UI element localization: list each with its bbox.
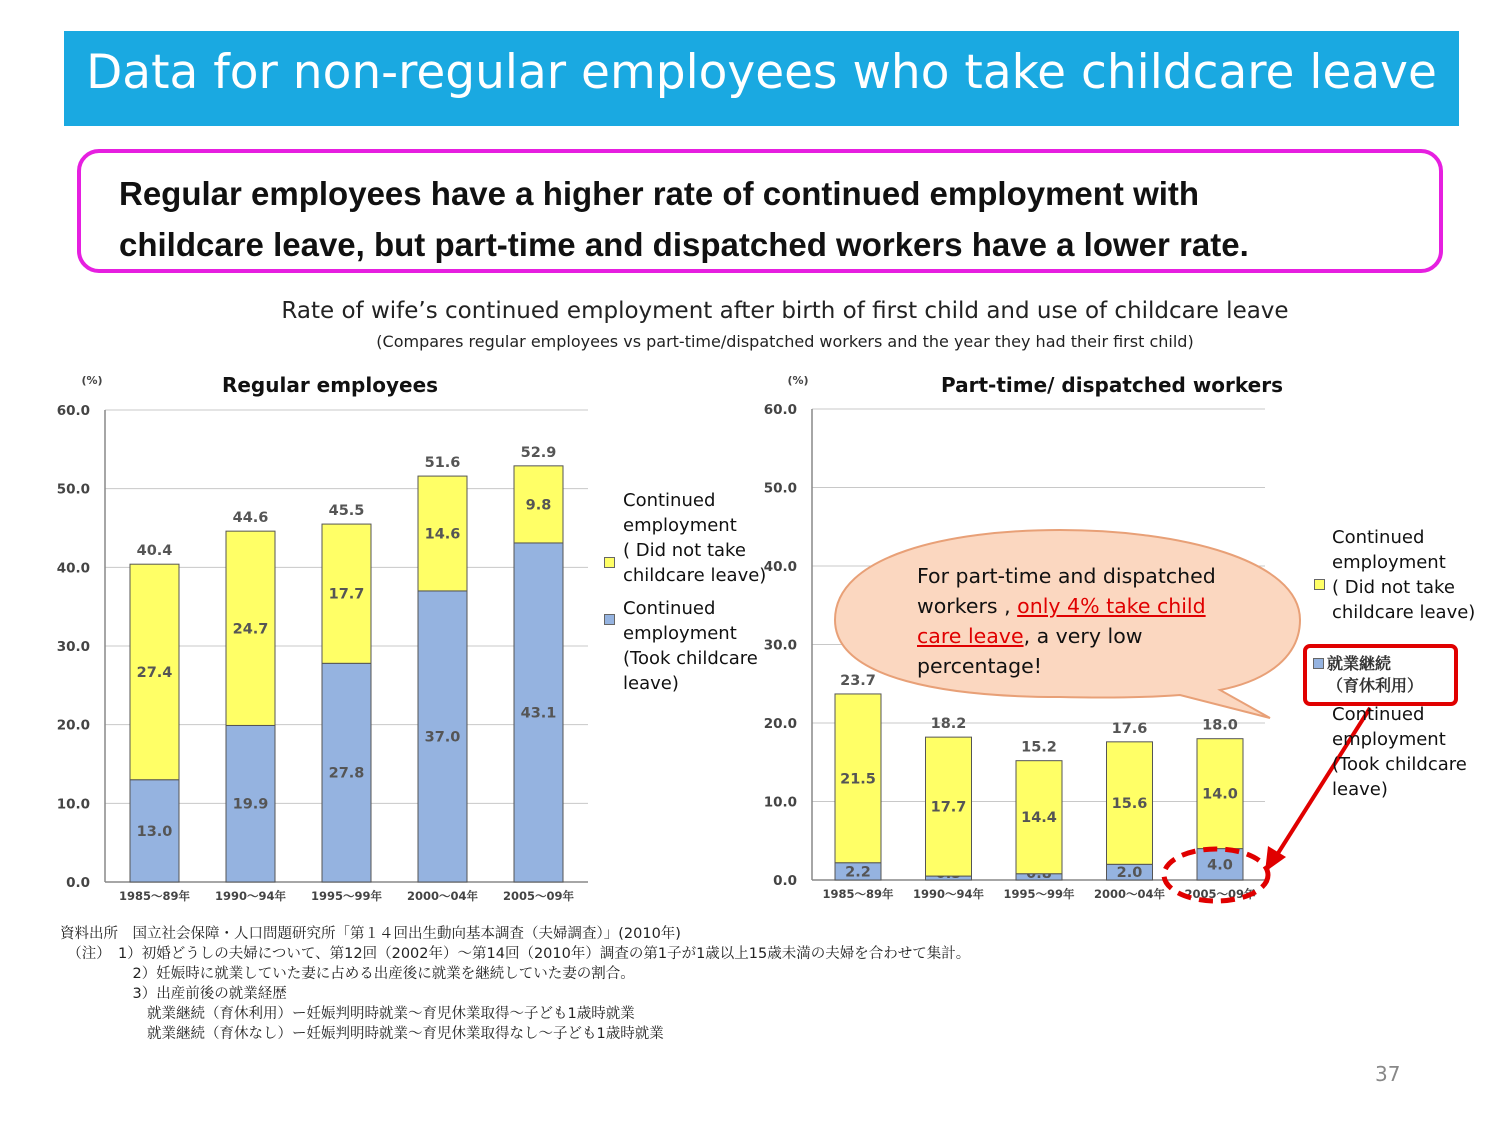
legend-line: childcare leave)	[1332, 602, 1476, 623]
legend-line: (Took childcare	[623, 648, 758, 669]
bar-value-label: 24.7	[232, 621, 269, 638]
legend-swatch-took-right	[1313, 658, 1324, 669]
x-tick-label: 1995～99年	[310, 889, 383, 903]
y-tick-label: 40.0	[763, 559, 797, 575]
chart-panel-title: Regular employees	[221, 373, 439, 397]
y-tick-label: 20.0	[56, 717, 90, 734]
y-tick-label: 40.0	[56, 560, 90, 577]
legend-line: (Took childcare	[1332, 754, 1467, 775]
bar-total-label: 18.2	[930, 716, 967, 733]
bar-value-label: 14.0	[1202, 786, 1238, 803]
bar-value-label: 14.6	[424, 526, 461, 543]
y-unit-label: (%)	[787, 374, 809, 387]
key-message-line-1: Regular employees have a higher rate of continued employment with	[119, 175, 1200, 212]
speech-text-highlight: only 4% take child care leave	[917, 594, 1206, 648]
x-tick-label: 2000～04年	[406, 889, 479, 903]
legend-line: ( Did not take	[623, 540, 746, 561]
key-message-line-2: childcare leave, but part-time and dispatched workers have a lower rate.	[119, 226, 1249, 263]
y-tick-label: 0.0	[773, 873, 797, 889]
bar-value-label: 9.8	[525, 497, 552, 514]
x-tick-label: 1985～89年	[118, 889, 191, 903]
speech-text-post: , a very low percentage!	[917, 624, 1143, 678]
bar-total-label: 15.2	[1021, 739, 1057, 756]
legend-line: employment	[1332, 729, 1446, 750]
chart-1	[57, 373, 588, 903]
bar-value-label: 27.4	[136, 664, 173, 681]
bar-total-label: 51.6	[424, 455, 461, 472]
y-tick-label: 10.0	[56, 796, 90, 813]
legend-line: employment	[1332, 552, 1446, 573]
chart-title: Rate of wife’s continued employment after birth of first child and use of childcare leave	[281, 298, 1289, 324]
bar-value-label: 17.7	[328, 586, 365, 603]
highlighted-legend-box	[1303, 644, 1458, 706]
legend-swatch-not-taken-right	[1314, 579, 1325, 590]
legend-swatch-not-taken-left	[604, 557, 615, 568]
y-tick-label: 60.0	[763, 402, 797, 418]
bar-value-label: 21.5	[840, 771, 876, 788]
bar-value-label: 43.1	[520, 705, 557, 722]
bar-total-label: 23.7	[840, 672, 876, 689]
page-number: 37	[1375, 1062, 1401, 1086]
legend-line: leave)	[1332, 779, 1388, 800]
y-tick-label: 30.0	[56, 639, 90, 655]
x-tick-label: 2000～04年	[1093, 887, 1166, 901]
legend-label-jp: 就業継続 （育休利用）	[1327, 654, 1424, 695]
legend-line: Continued	[623, 490, 716, 511]
legend-line: Continued	[1332, 527, 1425, 548]
legend-line: employment	[623, 515, 737, 536]
legend-line: childcare leave)	[623, 565, 767, 586]
bar-total-label: 40.4	[136, 543, 173, 560]
x-tick-label: 1990～94年	[214, 889, 287, 903]
legend-line: ( Did not take	[1332, 577, 1455, 598]
speech-bubble-text	[917, 561, 1247, 681]
bar-value-label: 27.8	[328, 765, 365, 782]
y-unit-label: (%)	[81, 374, 103, 387]
x-tick-label: 1995～99年	[1003, 887, 1075, 901]
bar-total-label: 18.0	[1202, 717, 1238, 734]
y-tick-label: 0.0	[66, 875, 90, 891]
legend-line: employment	[623, 623, 737, 644]
x-tick-label: 2005～09年	[1184, 887, 1256, 901]
bar-value-label: 4.0	[1207, 857, 1233, 874]
bar-value-label: 15.6	[1111, 796, 1148, 813]
bar-value-label: 19.9	[232, 796, 269, 813]
bar-total-label: 44.6	[232, 510, 269, 527]
bar-total-label: 17.6	[1111, 720, 1148, 737]
bar-total-label: 45.5	[328, 503, 365, 520]
x-tick-label: 2005～09年	[502, 889, 575, 903]
chart-panel-title: Part-time/ dispatched workers	[941, 373, 1283, 397]
alert-arrowhead	[1265, 846, 1286, 872]
legend-swatch-took-left	[604, 614, 615, 625]
y-tick-label: 60.0	[56, 403, 90, 419]
y-tick-label: 30.0	[763, 637, 797, 654]
bar-value-label: 17.7	[930, 799, 967, 816]
y-tick-label: 50.0	[56, 481, 90, 498]
chart-subtitle: (Compares regular employees vs part-time/dispatched workers and the year they had their first child)	[376, 332, 1194, 351]
speech-text-pre: For part-time and dispatched workers ,	[917, 564, 1216, 618]
source-notes: 資料出所 国立社会保障・人口問題研究所「第１４回出生動向基本調査（夫婦調査）」(2010年) （注） 1）初婚どうしの夫婦について、第12回（2002年）～第14回（2010年）調査の第1子が1歳以上15歳未満の夫婦を合わせて集計。 2）妊娠時に就業していた妻に占める出産後に就業を継続していた妻の割合。 3）出産前後の就業経歴 就業継続（育休利用）ー妊娠判明時就業～育児休業取得～子ども1歳時就業 就業継続（育休なし）ー妊娠判明時就業～育児休業取得なし～子ども1歳時就業	[60, 926, 971, 1042]
bar-value-label: 14.4	[1021, 810, 1057, 827]
legend-label-not-taken-right	[1332, 525, 1475, 625]
x-tick-label: 1990～94年	[912, 887, 985, 901]
bar-value-label: 2.0	[1116, 865, 1143, 882]
legend-label-not-taken-left	[623, 488, 766, 588]
legend-label-took-right	[1332, 702, 1467, 802]
y-tick-label: 20.0	[763, 716, 797, 732]
legend-line: leave)	[623, 673, 679, 694]
y-tick-label: 10.0	[763, 794, 797, 811]
bar-value-label: 13.0	[136, 823, 173, 840]
legend-line: Continued	[1332, 704, 1425, 725]
legend-line: Continued	[623, 598, 716, 619]
y-tick-label: 50.0	[763, 480, 797, 497]
legend-label-took-left	[623, 596, 758, 696]
bar-value-label: 2.2	[845, 864, 871, 881]
bar-total-label: 52.9	[520, 444, 557, 461]
slide-title: Data for non-regular employees who take childcare leave	[86, 45, 1437, 100]
bar-value-label: 37.0	[424, 729, 461, 746]
x-tick-label: 1985～89年	[822, 887, 894, 901]
